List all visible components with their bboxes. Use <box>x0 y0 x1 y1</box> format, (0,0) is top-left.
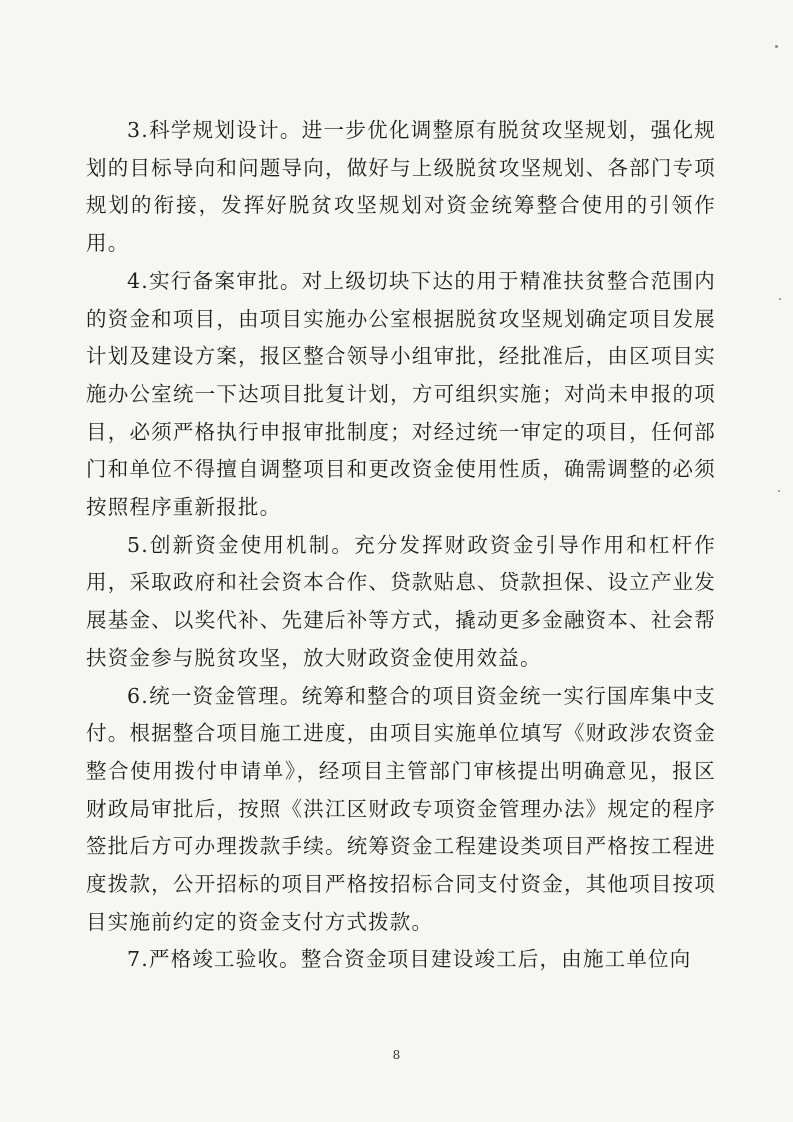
paragraph-4-approval: 4.实行备案审批。对上级切块下达的用于精准扶贫整合范围内的资金和项目，由项目实施办公室根据脱贫攻坚规划确定项目发展计划及建设方案，报区整合领导小组审批，经批准后，由区项目实施办公室统一下达项目批复计划，方可组织实施；对尚未申报的项目，必须严格执行申报审批制度；对经过统一审定的项目，任何部门和单位不得擅自调整项目和更改资金使用性质，确需调整的必须按照程序重新报批。 <box>86 268 716 520</box>
paragraph-6-fund-management: 6.统一资金管理。统筹和整合的项目资金统一实行国库集中支付。根据整合项目施工进度，由项目实施单位填写《财政涉农资金整合使用拨付申请单》，经项目主管部门审核提出明确意见，报区财政局审批后，按照《洪江区财政专项资金管理办法》规定的程序签批后方可办理拨款手续。统筹资金工程建设类项目严格按工程进度拨款，公开招标的项目严格按招标合同支付资金，其他项目按项目实施前约定的资金支付方式拨款。 <box>86 683 716 934</box>
paragraph-7-acceptance: 7.严格竣工验收。整合资金项目建设竣工后，由施工单位向 <box>127 947 692 972</box>
paragraph-3-planning: 3.科学规划设计。进一步优化调整原有脱贫攻坚规划，强化规划的目标导向和问题导向，做好与上级脱贫攻坚规划、各部门专项规划的衔接，发挥好脱贫攻坚规划对资金统筹整合使用的引领作用。 <box>86 118 716 256</box>
scan-speck <box>775 45 778 48</box>
scan-speck <box>779 298 781 300</box>
page-number: 8 <box>392 1048 401 1062</box>
document-body <box>86 112 716 979</box>
paragraph-5-funding-mechanism: 5.创新资金使用机制。充分发挥财政资金引导作用和杠杆作用，采取政府和社会资本合作、贷款贴息、贷款担保、设立产业发展基金、以奖代补、先建后补等方式，撬动更多金融资本、社会帮扶资金参与脱贫攻坚，放大财政资金使用效益。 <box>86 532 716 670</box>
scan-speck <box>778 490 780 492</box>
